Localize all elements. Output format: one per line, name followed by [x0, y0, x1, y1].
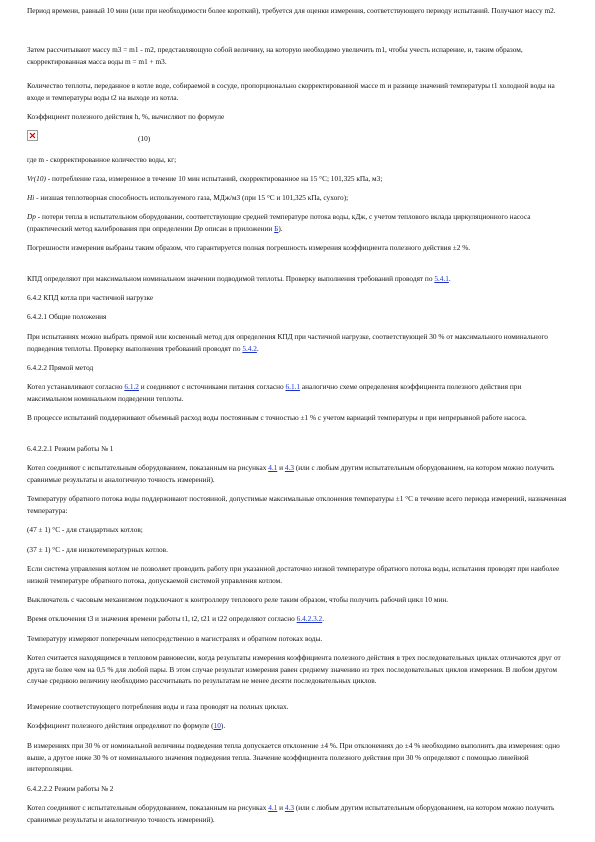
cross-reference-link[interactable]: 5.4.2 [242, 343, 257, 353]
paragraph [27, 652, 567, 687]
italic-symbol: Dp [27, 212, 36, 221]
paragraph [27, 462, 567, 485]
text-run: Температуру обратного потока воды поддерживают постоянной, допустимые максимальные отклонения температуры ±1 °С в течение всего периода измерений, назначенная температура: [27, 494, 567, 515]
paragraph [27, 331, 567, 354]
paragraph [27, 493, 567, 516]
text-run: - потребление газа, измеренное в течение 10 мин испытаний, скорректированное на 15 °С; 101,325 кПа, м3; [45, 174, 383, 183]
text-run: - потери тепла в испытательном оборудовании, соответствующие средней температуре потока воды, кДж, с учетом теплового вклада циркуляционного насоса (практический метод калибрования при определении [27, 212, 531, 233]
cross-reference-link[interactable]: Б [274, 223, 279, 233]
broken-image-icon [27, 130, 38, 141]
text-run: Выключатель с часовым механизмом подключают к контроллеру теплового реле таким образом, чтобы получить рабочий цикл 10 мин. [27, 595, 449, 604]
text-run: Котел устанавливают согласно [27, 382, 125, 391]
text-run: Измерение соответствующего потребления воды и газа проводят на полных циклах. [27, 702, 289, 711]
text-run: 6.4.2.1 Общие положения [27, 312, 107, 321]
paragraph [27, 524, 567, 536]
cross-reference-link[interactable]: 4.3 [284, 463, 294, 472]
text-run: 6.4.2.2.2 Режим работы № 2 [27, 784, 114, 793]
paragraph [27, 701, 567, 713]
text-run: Количество теплоты, переданное в котле воде, собираемой в сосуде, пропорционально скорректированной массе m и разнице значений температуры t1 холодной воды на входе и температуры воды t2 на выходе из котла. [27, 81, 555, 102]
cross-reference-link[interactable]: 6.4.2.3.2 [296, 614, 323, 623]
paragraph [27, 443, 567, 455]
text-run: Коэффициент полезного действия определяют по формуле ( [27, 721, 214, 730]
text-run: - низшая теплотворная способность используемого газа, МДж/м3 (при 15 °С и 101,325 кПа, сухого); [34, 193, 349, 202]
paragraph [27, 242, 567, 254]
text-run: Время отключения t3 и значения времени работы t1, t2, t21 и t22 определяют согласно [27, 614, 297, 623]
text-run: Погрешности измерения выбраны таким образом, что гарантируется полная погрешность измерения коэффициента полезного действия ±2 %. [27, 243, 471, 252]
paragraph [27, 111, 567, 123]
text-run: КПД определяют при максимальном номинальном значении подводимой теплоты. Проверку выполнения требований проводят по [27, 274, 435, 283]
text-run: и соединяют с источниками питания согласно [138, 382, 286, 391]
paragraph [27, 740, 567, 775]
text-run: Если система управления котлом не позволяет проводить работу при указанной достаточно низкой температуре обратного потока воды, испытания проводят при наиболее низкой температуре обратного потока, допускаемой системой управления котлом. [27, 564, 560, 585]
paragraph [27, 633, 567, 645]
text-run: Период времени, равный 10 мин (или при необходимости более короткий), требуется для оценки измерения, соответствующего периоду испытаний. Получают массу m2. [27, 6, 556, 15]
italic-symbol: Vr(10) [27, 174, 46, 183]
text-run: 6.4.2.2.1 Режим работы № 1 [27, 444, 114, 453]
paragraph [27, 192, 567, 204]
text-run: где m - скорректированное количество воды, кг; [27, 155, 177, 164]
cross-reference-link[interactable]: 4.1 [268, 803, 278, 812]
cross-reference-link[interactable]: 4.3 [284, 803, 294, 812]
paragraph [27, 412, 567, 424]
text-run: Коэффициент полезного действия h, %, вычисляют по формуле [27, 112, 225, 121]
text-run: (37 ± 1) °С - для низкотемпературных котлов. [27, 545, 168, 554]
paragraph [27, 802, 567, 825]
text-run: и [277, 803, 285, 812]
text-run: Котел считается находящимся в тепловом равновесии, когда результаты измерения коэффициента полезного действия в трех последовательных циклах отличаются друг от друга не более чем на 0,5 % для любой пары. В этом случае результат измерения равен среднему значению из трех последовательных циклов измерения. В любом другом случае среднюю величину необходимо рассчитывать по результатам не менее десяти последовательных циклов. [27, 653, 561, 686]
text-run: (или с любым другим испытательным оборудованием, на котором можно получить сравнимые результаты и аналогичную точность измерений). [27, 463, 555, 484]
cross-reference-link[interactable]: 4.1 [268, 463, 278, 472]
italic-symbol: Dp [194, 223, 203, 233]
formula-number: (10) [138, 134, 151, 143]
text-run: описан в приложении [203, 223, 275, 233]
paragraph [27, 211, 567, 234]
text-run: аналогично схеме определения коэффициента полезного действия при максимальном номинальном подведении теплоты. [27, 382, 522, 403]
paragraph [27, 594, 567, 606]
paragraph [27, 720, 567, 732]
text-run: Затем рассчитывают массу m3 = m1 - m2, представляющую собой величину, на которую необходимо увеличить m1, чтобы учесть испарение, и, таким образом, скорректированная масса воды m = m1 + m3. [27, 45, 523, 66]
text-run: ). [220, 721, 226, 730]
text-run: Котел соединяют с испытательным оборудованием, показанным на рисунках [27, 803, 269, 812]
paragraph [27, 381, 567, 404]
paragraph [27, 273, 567, 285]
text-run: (или с любым другим испытательным оборудованием, на котором можно получить сравнимые результаты и аналогичную точность измерений). [27, 803, 555, 824]
text-run: 6.4.2.2 Прямой метод [27, 363, 94, 372]
paragraph [27, 80, 567, 103]
text-run: . [322, 614, 325, 623]
text-run: Температуру измеряют поперечным непосредственно в магистралях и обратном потоках воды. [27, 634, 323, 643]
cross-reference-link[interactable]: 5.4.1 [434, 274, 449, 283]
paragraph [27, 613, 567, 625]
paragraph [27, 5, 567, 17]
paragraph [27, 362, 567, 374]
text-run: В процессе испытаний поддерживают объемный расход воды постоянным с точностью ±1 % с учетом вариаций температуры и при непрерывной работе насоса. [27, 413, 527, 422]
italic-symbol: Hi [27, 193, 35, 202]
paragraph [27, 173, 567, 185]
cross-reference-link[interactable]: 6.1.2 [124, 382, 139, 391]
paragraph [27, 311, 567, 323]
text-run: ). [278, 223, 283, 233]
text-run: и [277, 463, 285, 472]
text-run: 6.4.2 КПД котла при частичной нагрузке [27, 293, 154, 302]
paragraph [27, 783, 567, 795]
cross-reference-link[interactable]: 6.1.1 [285, 382, 301, 391]
paragraph [27, 563, 567, 586]
paragraph [27, 292, 567, 304]
paragraph [27, 154, 567, 166]
text-run: Котел соединяют с испытательным оборудованием, показанным на рисунках [27, 463, 269, 472]
paragraph [27, 544, 567, 556]
text-run: . [256, 343, 259, 353]
text-run: В измерениях при 30 % от номинальной величины подведения тепла допускается отклонение ±4 %. При отклонениях до ±4 % необходимо выполнить два измерения: одно выше, а другое ниже 30 % от номинального значения подведения тепла. Значение коэффициента полезного действия при 30 % определяют с помощью линейной интерполяции. [27, 741, 560, 774]
text-run: . [448, 274, 451, 283]
cross-reference-link[interactable]: 10 [213, 721, 221, 730]
text-run: (47 ± 1) °С - для стандартных котлов; [27, 525, 143, 534]
paragraph [27, 44, 567, 67]
text-run: При испытаниях можно выбрать прямой или косвенный метод для определения КПД при частичной нагрузке, соответствующей 30 % от максимального номинального подведения теплоты. Проверку выполнения требований проводят по [27, 332, 548, 353]
